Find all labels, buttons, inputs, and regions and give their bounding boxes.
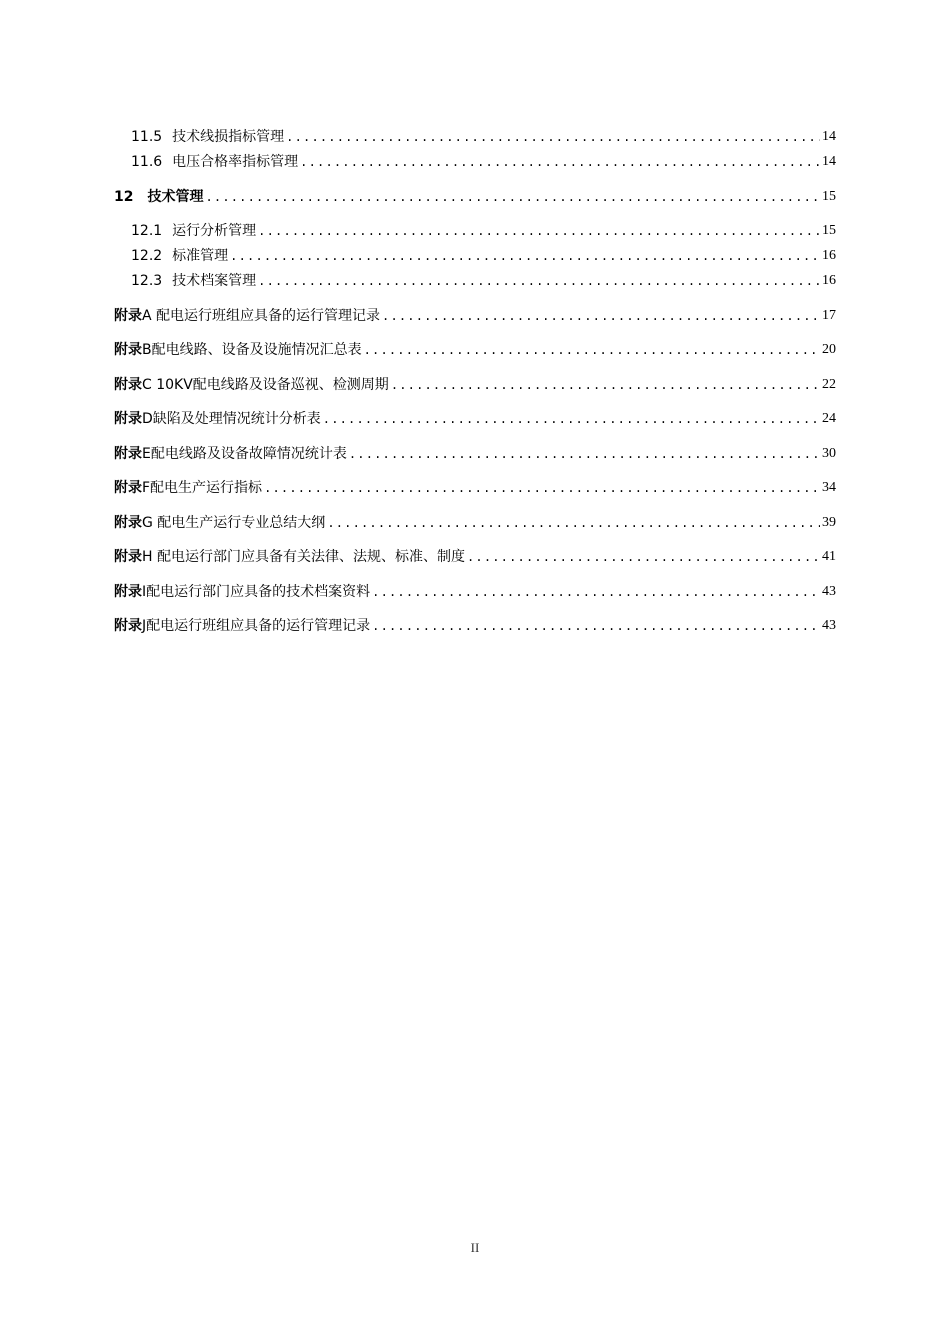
dot-leader bbox=[467, 548, 820, 566]
toc-page-number: 16 bbox=[822, 273, 836, 288]
appendix-prefix: 附录 bbox=[114, 446, 142, 462]
toc-page-number: 17 bbox=[822, 308, 836, 323]
toc-page-number: 16 bbox=[822, 248, 836, 263]
toc-entry-12[interactable] bbox=[114, 188, 836, 206]
dot-leader bbox=[372, 617, 820, 635]
dot-leader bbox=[382, 307, 820, 325]
toc-page-number: 43 bbox=[822, 584, 836, 599]
appendix-prefix: 附录 bbox=[114, 377, 142, 393]
toc-title: 技术管理 bbox=[147, 189, 204, 205]
toc-entry-appendix-e[interactable] bbox=[114, 445, 836, 463]
toc-title: A 配电运行班组应具备的运行管理记录 bbox=[142, 308, 381, 324]
dot-leader bbox=[258, 222, 820, 240]
toc-title: B配电线路、设备及设施情况汇总表 bbox=[142, 342, 362, 358]
toc-title: J配电运行班组应具备的运行管理记录 bbox=[142, 618, 371, 634]
dot-leader bbox=[327, 514, 820, 532]
toc-title: 技术线损指标管理 bbox=[172, 129, 285, 145]
toc-title: 标准管理 bbox=[172, 248, 229, 264]
toc-entry-appendix-d[interactable] bbox=[114, 410, 836, 428]
toc-number: 12 bbox=[114, 189, 134, 205]
toc-title: I配电运行部门应具备的技术档案资料 bbox=[142, 584, 371, 600]
toc-title: H 配电运行部门应具备有关法律、法规、标准、制度 bbox=[142, 549, 465, 565]
dot-leader bbox=[286, 128, 820, 146]
toc-page-number: 22 bbox=[822, 377, 836, 392]
toc-number: 11.5 bbox=[131, 129, 163, 145]
toc-number: 12.2 bbox=[131, 248, 163, 264]
toc-page-number: 41 bbox=[822, 549, 836, 564]
toc-entry-appendix-a[interactable] bbox=[114, 307, 836, 325]
toc-title: E配电线路及设备故障情况统计表 bbox=[142, 446, 347, 462]
toc-page-number: 20 bbox=[822, 342, 836, 357]
toc-entry-12-3[interactable] bbox=[131, 272, 836, 290]
toc-title: 电压合格率指标管理 bbox=[172, 154, 299, 170]
toc-entry-appendix-b[interactable] bbox=[114, 341, 836, 359]
dot-leader bbox=[258, 272, 820, 290]
toc-entry-12-1[interactable] bbox=[131, 222, 836, 240]
dot-leader bbox=[323, 410, 820, 428]
toc-entry-12-2[interactable] bbox=[131, 247, 836, 265]
toc-number: 12.3 bbox=[131, 273, 163, 289]
page-footer-number: II bbox=[470, 1240, 480, 1255]
appendix-prefix: 附录 bbox=[114, 515, 142, 531]
toc-page-number: 30 bbox=[822, 446, 836, 461]
toc-page-number: 14 bbox=[822, 154, 836, 169]
toc-page-number: 14 bbox=[822, 129, 836, 144]
dot-leader bbox=[349, 445, 820, 463]
toc-number: 12.1 bbox=[131, 223, 163, 239]
dot-leader bbox=[300, 153, 820, 171]
toc-page-number: 15 bbox=[822, 189, 836, 204]
dot-leader bbox=[391, 376, 820, 394]
toc-page-number: 34 bbox=[822, 480, 836, 495]
appendix-prefix: 附录 bbox=[114, 549, 142, 565]
appendix-prefix: 附录 bbox=[114, 342, 142, 358]
toc-entry-appendix-j[interactable] bbox=[114, 617, 836, 635]
dot-leader bbox=[230, 247, 820, 265]
appendix-prefix: 附录 bbox=[114, 480, 142, 496]
toc-number: 11.6 bbox=[131, 154, 163, 170]
toc-entry-appendix-i[interactable] bbox=[114, 583, 836, 601]
toc-entry-11-6[interactable] bbox=[131, 153, 836, 171]
toc-entry-appendix-h[interactable] bbox=[114, 548, 836, 566]
toc-page-number: 15 bbox=[822, 223, 836, 238]
toc-title: F配电生产运行指标 bbox=[142, 480, 263, 496]
toc-entry-appendix-g[interactable] bbox=[114, 514, 836, 532]
toc-page-number: 39 bbox=[822, 515, 836, 530]
toc-title: G 配电生产运行专业总结大纲 bbox=[142, 515, 326, 531]
toc-entry-11-5[interactable] bbox=[131, 128, 836, 146]
toc-page-number: 24 bbox=[822, 411, 836, 426]
toc-title: 技术档案管理 bbox=[172, 273, 257, 289]
toc-title: C 10KV配电线路及设备巡视、检测周期 bbox=[142, 377, 389, 393]
toc-entry-appendix-c[interactable] bbox=[114, 376, 836, 394]
toc-page-number: 43 bbox=[822, 618, 836, 633]
appendix-prefix: 附录 bbox=[114, 411, 142, 427]
toc-title: 运行分析管理 bbox=[172, 223, 257, 239]
appendix-prefix: 附录 bbox=[114, 618, 142, 634]
toc-entry-appendix-f[interactable] bbox=[114, 479, 836, 497]
dot-leader bbox=[205, 188, 820, 206]
toc-title: D缺陷及处理情况统计分析表 bbox=[142, 411, 321, 427]
appendix-prefix: 附录 bbox=[114, 308, 142, 324]
appendix-prefix: 附录 bbox=[114, 584, 142, 600]
dot-leader bbox=[364, 341, 820, 359]
dot-leader bbox=[264, 479, 820, 497]
dot-leader bbox=[372, 583, 820, 601]
